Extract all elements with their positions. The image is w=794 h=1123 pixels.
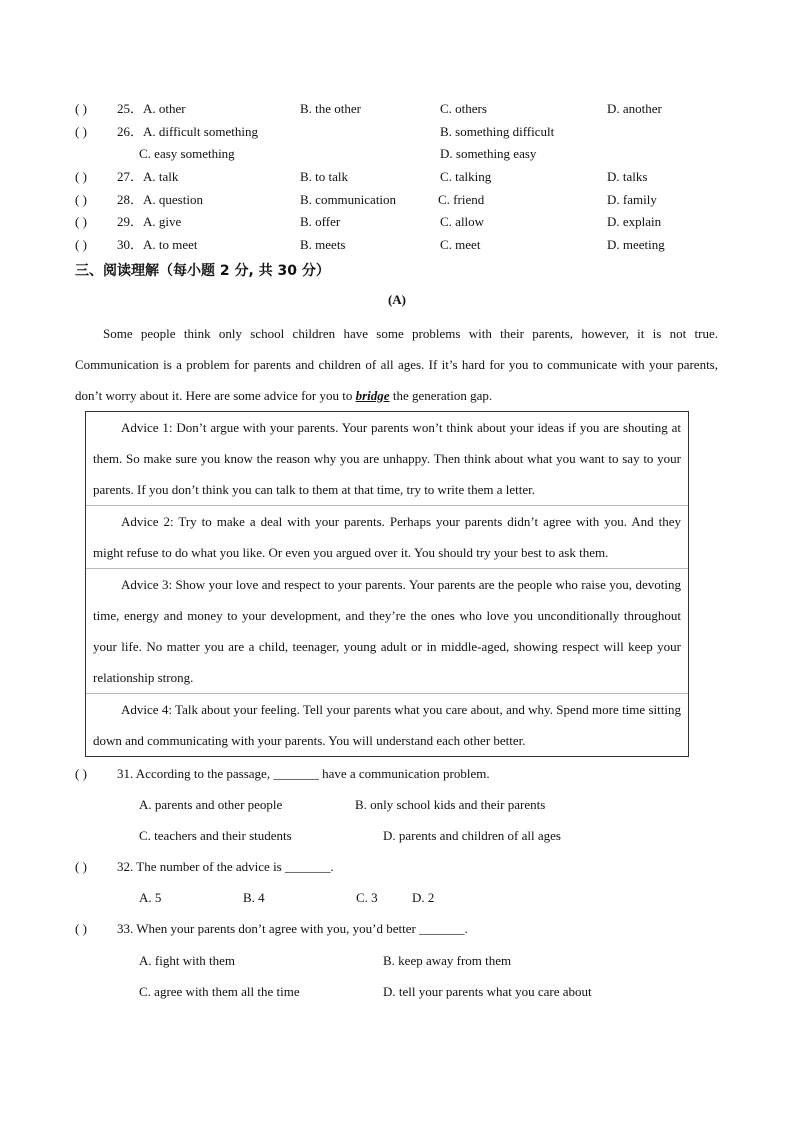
advice-box: [85, 411, 689, 757]
answer-bracket: ( ): [75, 124, 87, 139]
question-32-options: [75, 882, 725, 913]
answer-bracket: ( ): [75, 766, 87, 781]
option-d: D. family: [607, 192, 657, 207]
option-c: C. talking: [440, 169, 492, 184]
advice-4: Advice 4: Talk about your feeling. Tell your parents what you care about, and why. Spend more time sitting down and communicating with your parents. You will understand each other better.: [86, 693, 688, 756]
intro-text: Some people think only school children have some problems with their parents, however, it is not true. Communication is a problem for parents and children of all ages. If it’s hard for you to communicate with your parents, don’t worry about it. Here are some advice for you to: [75, 326, 718, 403]
intro-paragraph: [75, 318, 718, 411]
cloze-row-26-cont: [75, 143, 715, 165]
advice-3: Advice 3: Show your love and respect to your parents. Your parents are the people who raise you, devoting time, energy and money to your development, and they’re the ones who love you unconditionally throughout your life. No matter you are a child, teenager, young adult or in middle-aged, showing respect will keep your relationship strong.: [86, 568, 688, 693]
cloze-row-25: [75, 98, 715, 120]
cloze-row-28: [75, 189, 715, 211]
option-d: D. 2: [412, 890, 435, 905]
question-31-options-1: [75, 789, 725, 820]
option-a: A. 5: [139, 890, 162, 905]
section-heading: 三、阅读理解（每小题 2 分, 共 30 分）: [75, 263, 330, 279]
question-number: 30．: [117, 237, 144, 252]
bridge-word: bridge: [355, 388, 390, 403]
option-c: C. teachers and their students: [139, 828, 292, 843]
option-d: D. parents and children of all ages: [383, 828, 561, 843]
option-a: A. give: [143, 214, 182, 229]
option-b: B. keep away from them: [383, 953, 512, 968]
option-c: C. others: [440, 101, 487, 116]
cloze-row-30: [75, 234, 715, 256]
cloze-row-29: [75, 211, 715, 233]
question-number: 28．: [117, 192, 144, 207]
question-31-options-2: [75, 820, 725, 851]
option-b: B. offer: [300, 214, 341, 229]
option-d: D. tell your parents what you care about: [383, 984, 592, 999]
question-number: 26．: [117, 124, 144, 139]
option-a: A. difficult something: [143, 124, 258, 139]
option-b: B. meets: [300, 237, 346, 252]
option-b: B. the other: [300, 101, 362, 116]
passage-title: (A): [387, 292, 407, 307]
advice-1: Advice 1: Don’t argue with your parents. Your parents won’t think about your ideas if you are shouting at them. So make sure you know the reason why you are unhappy. Then think about what you want to say to your parents. If you don’t think you can talk to them at that time, try to write them a letter.: [93, 420, 681, 497]
question-text: 33. When your parents don’t agree with you, you’d better _______.: [117, 921, 468, 936]
answer-bracket: ( ): [75, 101, 87, 116]
answer-bracket: ( ): [75, 237, 87, 252]
option-d: D. talks: [607, 169, 648, 184]
answer-bracket: ( ): [75, 921, 87, 936]
answer-bracket: ( ): [75, 192, 87, 207]
question-31-stem: [75, 758, 725, 789]
cloze-row-27: [75, 166, 715, 188]
option-b: B. communication: [300, 192, 397, 207]
option-a: A. fight with them: [139, 953, 236, 968]
option-c: C. 3: [356, 890, 378, 905]
option-c: C. friend: [438, 192, 485, 207]
question-number: 27．: [117, 169, 144, 184]
option-a: A. question: [143, 192, 203, 207]
question-text: 32. The number of the advice is _______.: [117, 859, 334, 874]
option-b: B. something difficult: [440, 124, 555, 139]
cloze-row-26: [75, 121, 715, 143]
advice-2: Advice 2: Try to make a deal with your parents. Perhaps your parents didn’t agree with you. And they might refuse to do what you like. Or even you argued over it. You should try your best to ask them.: [86, 505, 688, 568]
option-a: A. to meet: [143, 237, 198, 252]
option-c: C. meet: [440, 237, 481, 252]
option-d: D. meeting: [607, 237, 665, 252]
option-b: B. to talk: [300, 169, 349, 184]
option-a: A. other: [143, 101, 186, 116]
answer-bracket: ( ): [75, 859, 87, 874]
question-33-options-1: [75, 945, 725, 976]
question-text: 31. According to the passage, _______ have a communication problem.: [117, 766, 490, 781]
option-a: A. talk: [143, 169, 179, 184]
option-d: D. another: [607, 101, 662, 116]
option-c: C. allow: [440, 214, 485, 229]
intro-text-end: the generation gap.: [389, 388, 493, 403]
question-number: 29．: [117, 214, 144, 229]
option-b: B. 4: [243, 890, 265, 905]
option-c: C. agree with them all the time: [139, 984, 300, 999]
option-c: C. easy something: [139, 146, 235, 161]
question-number: 25．: [117, 101, 144, 116]
option-b: B. only school kids and their parents: [355, 797, 546, 812]
option-d: D. something easy: [440, 146, 537, 161]
answer-bracket: ( ): [75, 169, 87, 184]
answer-bracket: ( ): [75, 214, 87, 229]
question-33-options-2: [75, 976, 725, 1007]
option-a: A. parents and other people: [139, 797, 283, 812]
question-33-stem: [75, 913, 725, 944]
question-32-stem: [75, 851, 725, 882]
option-d: D. explain: [607, 214, 662, 229]
